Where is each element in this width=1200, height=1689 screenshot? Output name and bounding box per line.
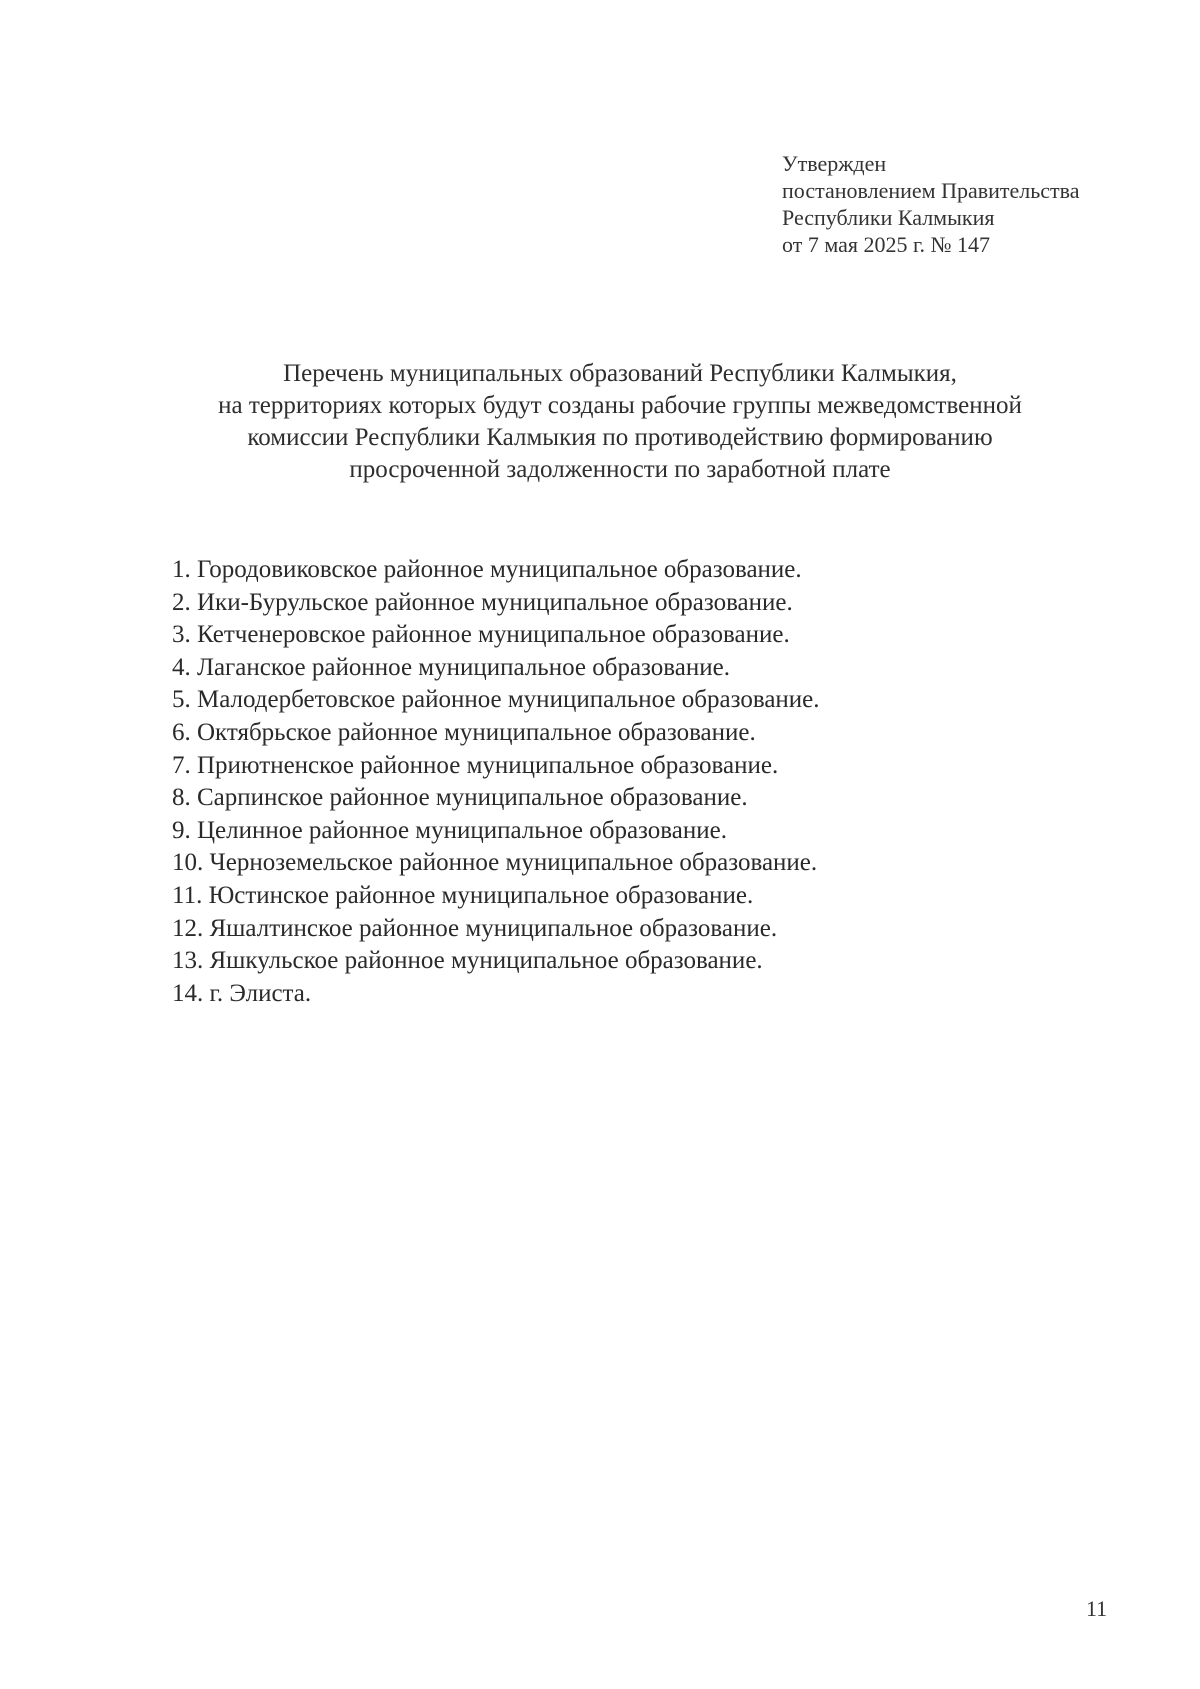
list-item: 10. Черноземельское районное муниципальное образование. [172, 849, 818, 877]
approval-stamp [782, 150, 1080, 258]
municipalities-list [172, 554, 820, 1010]
title-line: на территориях которых будут созданы рабочие группы межведомственной [218, 392, 1022, 419]
list-item: 8. Сарпинское районное муниципальное образование. [172, 784, 748, 812]
list-item: 14. г. Элиста. [172, 979, 312, 1007]
title-line: просроченной задолженности по заработной плате [349, 456, 891, 483]
list-item: 5. Малодербетовское районное муниципальное образование. [172, 686, 820, 714]
document-title [130, 358, 1110, 486]
list-item: 12. Яшалтинское районное муниципальное образование. [172, 914, 778, 942]
list-item: 13. Яшкульское районное муниципальное образование. [172, 947, 763, 975]
list-item: 2. Ики-Бурульское районное муниципальное образование. [172, 588, 793, 616]
list-item: 11. Юстинское районное муниципальное образование. [172, 881, 754, 909]
page-number: 11 [1086, 1596, 1108, 1621]
approval-line: Республики Калмыкия [782, 205, 995, 230]
approval-line: от 7 мая 2025 г. № 147 [782, 232, 991, 257]
list-item: 3. Кетченеровское районное муниципальное образование. [172, 621, 790, 649]
approval-line: Утвержден [782, 151, 887, 176]
list-item: 9. Целинное районное муниципальное образование. [172, 816, 727, 844]
list-item: 6. Октябрьское районное муниципальное образование. [172, 718, 756, 746]
approval-line: постановлением Правительства [782, 178, 1080, 203]
title-line: Перечень муниципальных образований Республики Калмыкия, [283, 360, 957, 387]
list-item: 1. Городовиковское районное муниципальное образование. [172, 556, 802, 583]
list-item: 4. Лаганское районное муниципальное образование. [172, 653, 730, 681]
title-line: комиссии Республики Калмыкия по противодействию формированию [247, 424, 993, 451]
list-item: 7. Приютненское районное муниципальное образование. [172, 751, 779, 779]
